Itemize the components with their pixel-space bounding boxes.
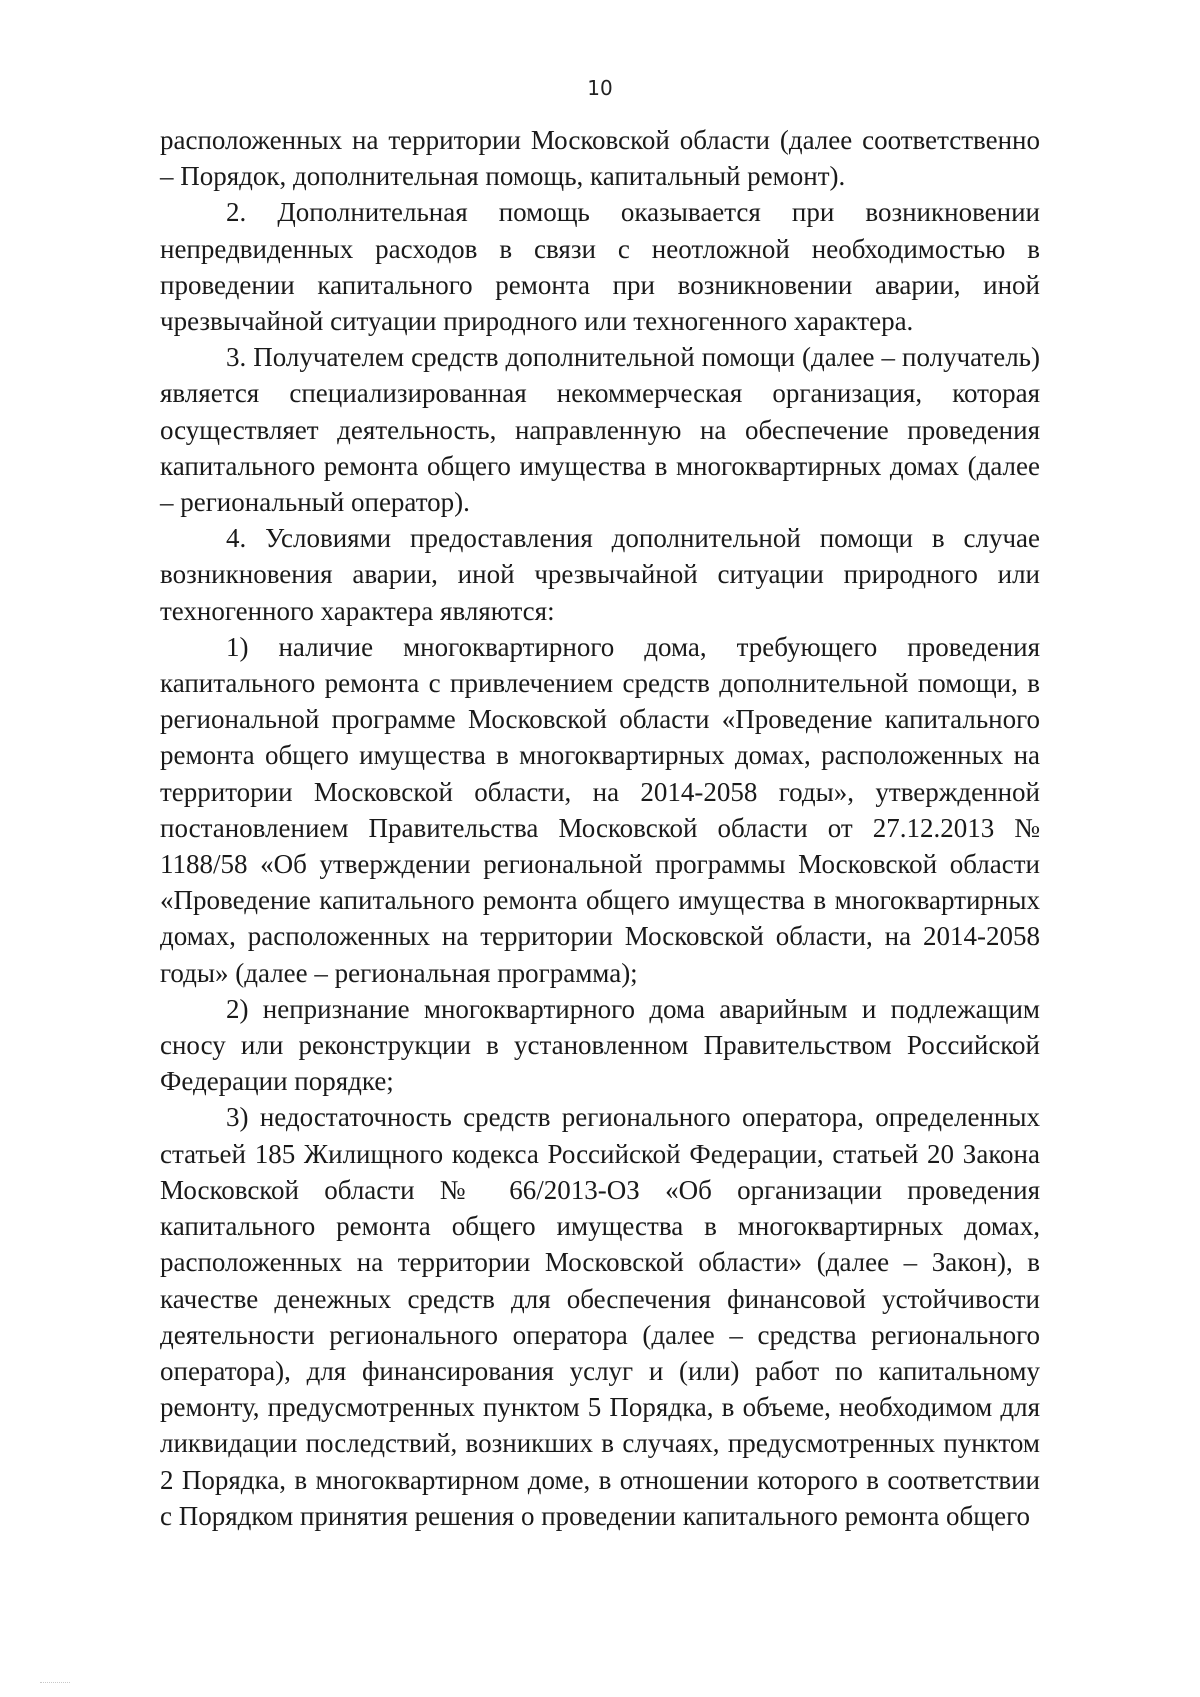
page-number: 10: [587, 76, 613, 100]
subitem-1: 1) наличие многоквартирного дома, требующего проведения капитального ремонта с привлечением средств дополнительной помощи, в региональной программе Московской области «Проведение капитального ремонта общего имущества в многоквартирных домах, расположенных на территории Московской области, на 2014-2058 годы», утвержденной постановлением Правительства Московской области от 27.12.2013 № 1188/58 «Об утверждении региональной программы Московской области «Проведение капитального ремонта общего имущества в многоквартирных домах, расположенных на территории Московской области, на 2014-2058 годы» (далее – региональная программа);: [160, 631, 1040, 988]
subitem-3: 3) недостаточность средств регионального оператора, определенных статьей 185 Жилищного кодекса Российской Федерации, статьей 20 Закона Московской области № 66/2013-ОЗ «Об организации проведения капитального ремонта общего имущества в многоквартирных домах, расположенных на территории Московской области» (далее – Закон), в качестве денежных средств для обеспечения финансовой устойчивости деятельности регионального оператора (далее – средства регионального оператора), для финансирования услуг и (или) работ по капитальному ремонту, предусмотренных пунктом 5 Порядка, в объеме, необходимом для ликвидации последствий, возникших в случаях, предусмотренных пунктом 2 Порядка, в многоквартирном доме, в отношении которого в соответствии с Порядком принятия решения о проведении капитального ремонта общего: [160, 1102, 1040, 1531]
subitem-2: 2) непризнание многоквартирного дома аварийным и подлежащим сносу или реконструкции в установленном Правительством Российской Федерации порядке;: [160, 993, 1040, 1097]
paragraph-continuation: расположенных на территории Московской области (далее соответственно – Порядок, дополнительная помощь, капитальный ремонт).: [160, 125, 1040, 192]
scan-artifact: [40, 1682, 70, 1689]
paragraph-item-2: 2. Дополнительная помощь оказывается при возникновении непредвиденных расходов в связи с неотложной необходимостью в проведении капитального ремонта при возникновении аварии, иной чрезвычайной ситуации природного или техногенного характера.: [160, 197, 1040, 337]
paragraph-item-3: 3. Получателем средств дополнительной помощи (далее – получатель) является специализированная некоммерческая организация, которая осуществляет деятельность, направленную на обеспечение проведения капитального ремонта общего имущества в многоквартирных домах (далее – региональный оператор).: [160, 342, 1040, 518]
document-body: [160, 122, 1040, 1534]
paragraph-item-4: 4. Условиями предоставления дополнительной помощи в случае возникновения аварии, иной чрезвычайной ситуации природного или техногенного характера являются:: [160, 523, 1040, 626]
